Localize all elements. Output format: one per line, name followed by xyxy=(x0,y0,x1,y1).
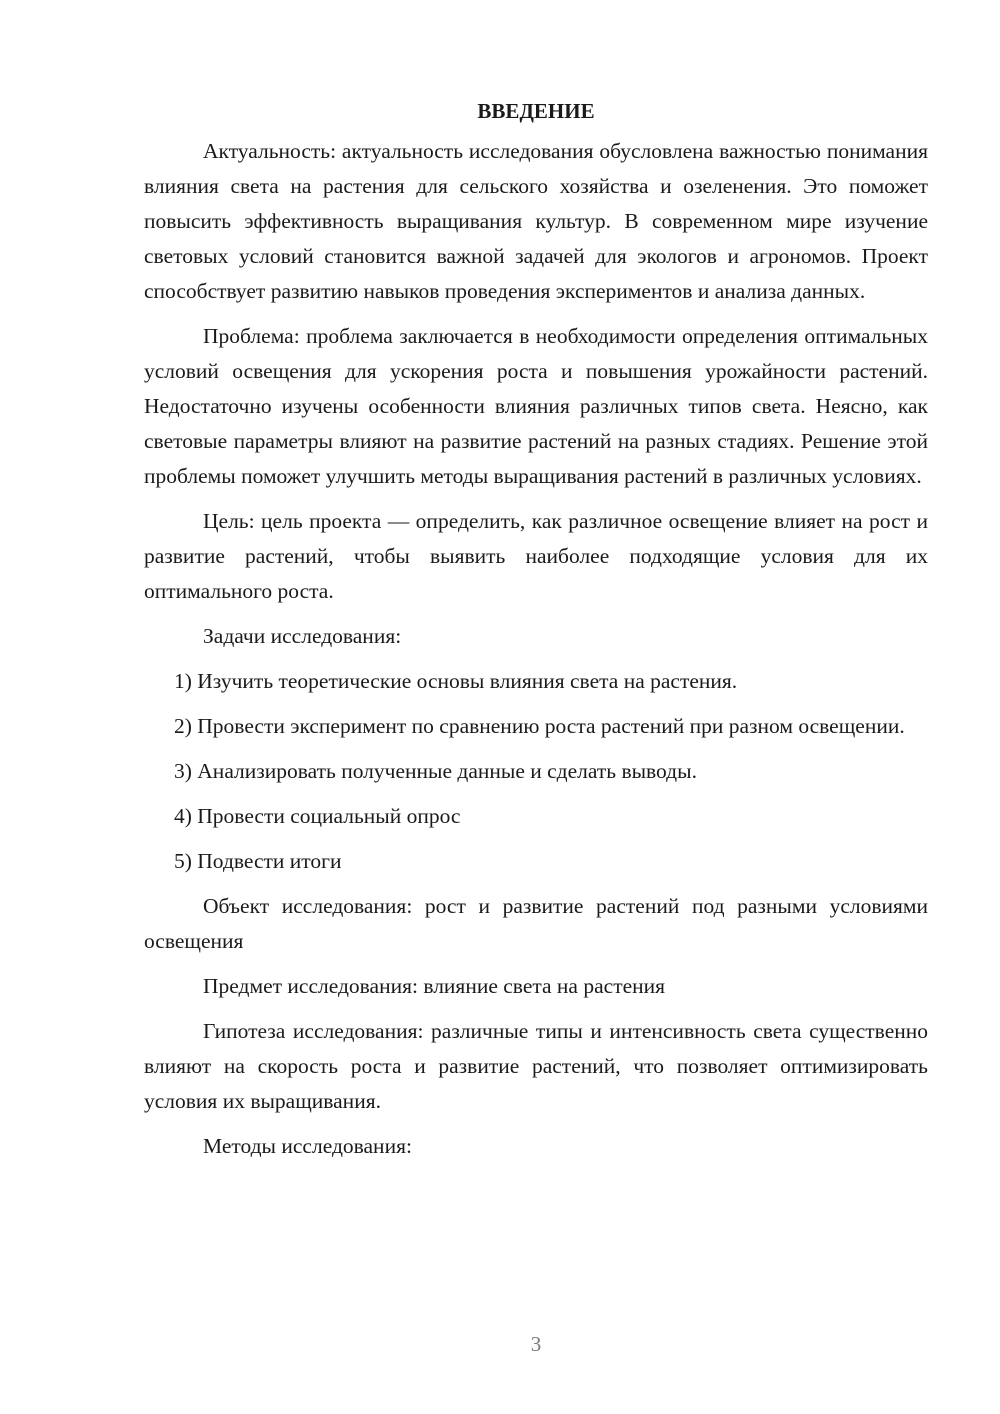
page-number: 3 xyxy=(530,1332,542,1356)
paragraph-object: Объект исследования: рост и развитие растений под разными условиями освещения xyxy=(144,894,928,953)
tasks-list xyxy=(144,664,928,879)
task-item: 4) Провести социальный опрос xyxy=(174,804,461,828)
paragraph-hypothesis: Гипотеза исследования: различные типы и интенсивность света существенно влияют на скорость роста и развитие растений, что позволяет оптимизировать условия их выращивания. xyxy=(144,1019,928,1113)
tasks-heading: Задачи исследования: xyxy=(203,624,402,648)
task-item: 5) Подвести итоги xyxy=(174,849,342,873)
task-item: 1) Изучить теоретические основы влияния света на растения. xyxy=(174,669,738,693)
paragraph-goal: Цель: цель проекта — определить, как различное освещение влияет на рост и развитие растений, чтобы выявить наиболее подходящие условия для их оптимального роста. xyxy=(144,509,928,603)
task-item: 2) Провести эксперимент по сравнению роста растений при разном освещении. xyxy=(174,714,905,738)
paragraph-subject: Предмет исследования: влияние света на растения xyxy=(203,974,666,998)
methods-heading: Методы исследования: xyxy=(203,1134,412,1158)
paragraph-problem: Проблема: проблема заключается в необходимости определения оптимальных условий освещения для ускорения роста и повышения урожайности растений. Недостаточно изучены особенности влияния различных типов света. Неясно, как световые параметры влияют на развитие растений на разных стадиях. Решение этой проблемы поможет улучшить методы выращивания растений в различных условиях. xyxy=(144,324,928,488)
page-content xyxy=(144,92,928,1174)
task-item: 3) Анализировать полученные данные и сделать выводы. xyxy=(174,759,697,783)
paragraph-relevance: Актуальность: актуальность исследования обусловлена важностью понимания влияния света на растения для сельского хозяйства и озеленения. Это поможет повысить эффективность выращивания культур. В современном мире изучение световых условий становится важной задачей для экологов и агрономов. Проект способствует развитию навыков проведения экспериментов и анализа данных. xyxy=(144,139,928,303)
section-title: ВВЕДЕНИЕ xyxy=(477,99,595,123)
